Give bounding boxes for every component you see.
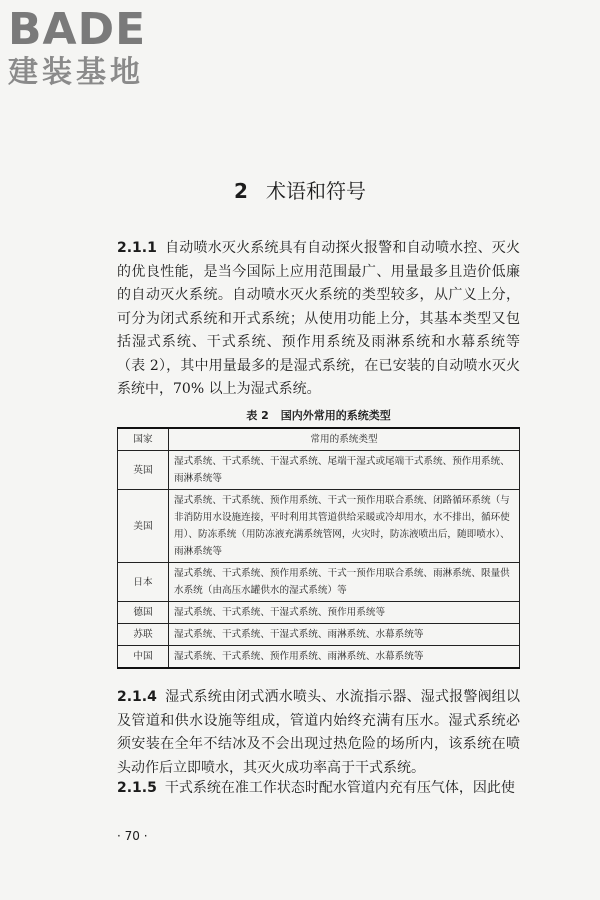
- table-row: [118, 624, 520, 646]
- chapter-number: 2: [234, 179, 248, 203]
- header-types: 常用的系统类型: [169, 428, 520, 451]
- table-row: [118, 563, 520, 602]
- system-types-table: [117, 427, 520, 669]
- table-header-row: [118, 428, 520, 451]
- clause-paragraph: [117, 237, 520, 402]
- types-cell: 湿式系统、干式系统、干湿式系统、预作用系统等: [169, 602, 520, 624]
- chapter-title: 术语和符号: [265, 179, 366, 203]
- table-row: [118, 490, 520, 563]
- chapter-heading: [0, 175, 600, 204]
- table-caption: [117, 407, 520, 423]
- table-row: [118, 451, 520, 490]
- table-caption-title: 国内外常用的系统类型: [280, 409, 391, 422]
- clause-number: 2.1.1: [117, 240, 157, 256]
- page-number: · 70 ·: [117, 829, 148, 843]
- country-cell: 中国: [118, 646, 169, 669]
- clause-text: 湿式系统由闭式洒水喷头、水流指示器、湿式报警阀组以及管道和供水设施等组成，管道内始终充满有压水。湿式系统必须安装在全年不结冰及不会出现过热危险的场所内，该系统在喷头动作后立即喷水，其灭火成功率高于干式系统。: [117, 689, 520, 776]
- brand-logo: [8, 6, 178, 90]
- clause-paragraph: [117, 686, 520, 780]
- types-cell: 湿式系统、干式系统、干湿式系统、雨淋系统、水幕系统等: [169, 624, 520, 646]
- table-caption-number: 表 2: [246, 409, 269, 422]
- clause-number: 2.1.4: [117, 689, 157, 705]
- country-cell: 德国: [118, 602, 169, 624]
- logo-wordmark: BADE: [8, 4, 147, 55]
- clause-paragraph: [117, 777, 520, 801]
- types-cell: 湿式系统、干式系统、预作用系统、干式一预作用联合系统、雨淋系统、限量供水系统（由高压水罐供水的湿式系统）等: [169, 563, 520, 602]
- country-cell: 苏联: [118, 624, 169, 646]
- table-row: [118, 602, 520, 624]
- country-cell: 英国: [118, 451, 169, 490]
- logo-tagline: 建装基地: [8, 55, 144, 90]
- country-cell: 美国: [118, 490, 169, 563]
- country-cell: 日本: [118, 563, 169, 602]
- clause-number: 2.1.5: [117, 780, 157, 796]
- types-cell: 湿式系统、干式系统、预作用系统、雨淋系统、水幕系统等: [169, 646, 520, 669]
- types-cell: 湿式系统、干式系统、预作用系统、干式一预作用联合系统、闭路循环系统（与非消防用水设施连接，平时利用其管道供给采暖或冷却用水，水不排出，循环使用）、防冻系统（用防冻液充满系统管网，火灾时，防冻液喷出后，随即喷水）、雨淋系统等: [169, 490, 520, 563]
- header-country: 国家: [118, 428, 169, 451]
- table-row: [118, 646, 520, 669]
- types-cell: 湿式系统、干式系统、干湿式系统、尾端干湿式或尾端干式系统、预作用系统、雨淋系统等: [169, 451, 520, 490]
- clause-text: 干式系统在准工作状态时配水管道内充有压气体，因此使: [164, 780, 515, 796]
- clause-text: 自动喷水灭火系统具有自动探火报警和自动喷水控、灭火的优良性能，是当今国际上应用范围最广、用量最多且造价低廉的自动灭火系统。自动喷水灭火系统的类型较多，从广义上分，可分为闭式系统和开式系统；从使用功能上分，其基本类型又包括湿式系统、干式系统、预作用系统及雨淋系统和水幕系统等（表 2），其中用量最多的是湿式系统，在已安装的自动喷水灭火系统中，70% 以上为湿式系统。: [117, 240, 520, 397]
